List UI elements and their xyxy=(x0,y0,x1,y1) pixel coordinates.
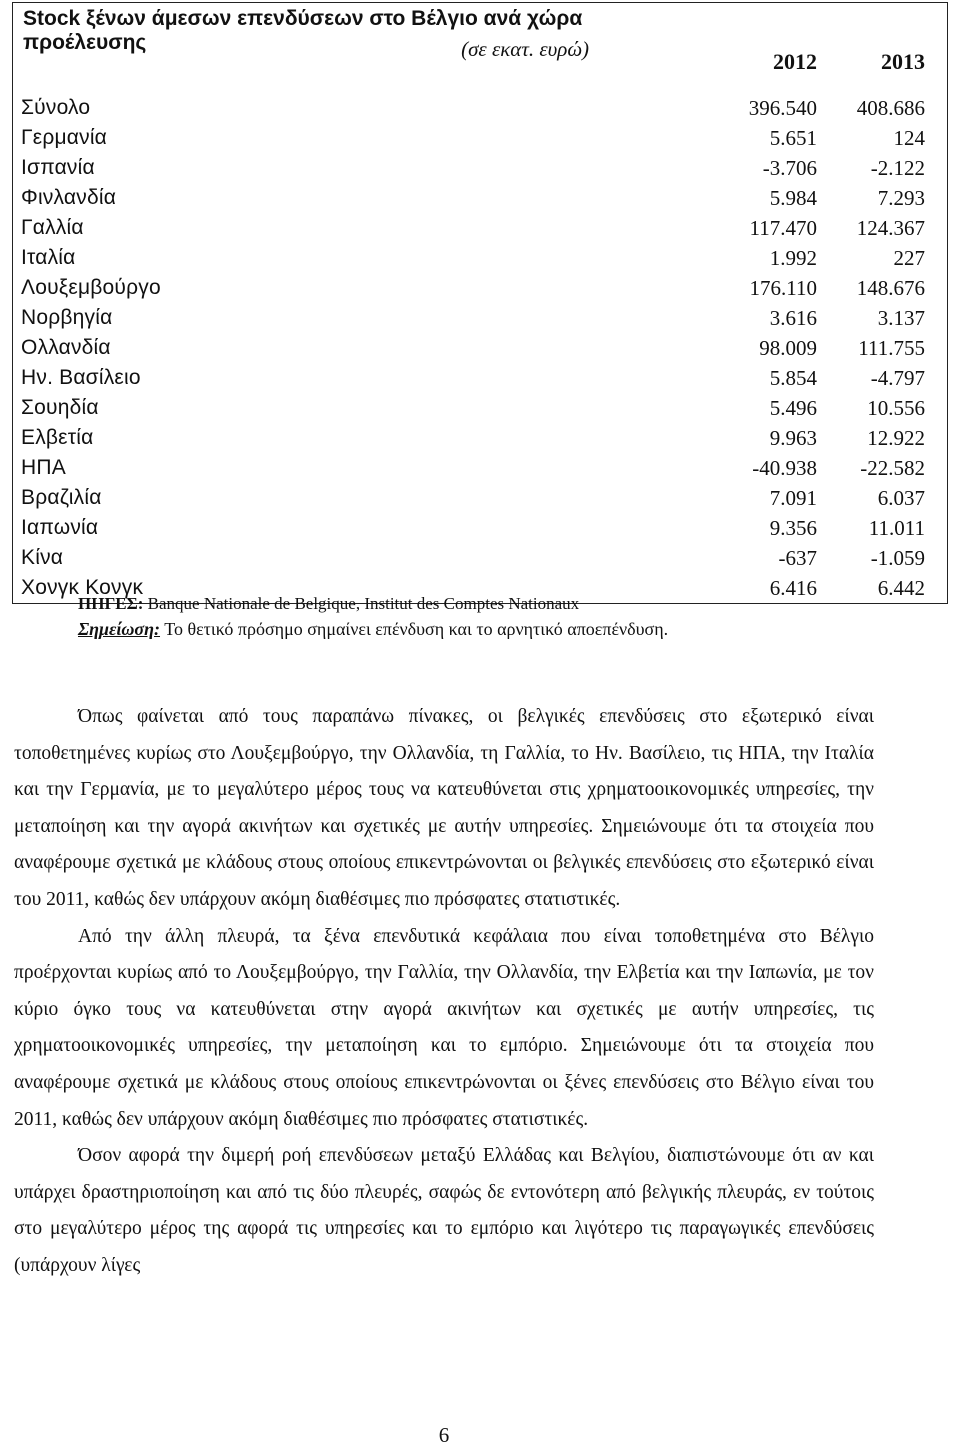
table-unit: (σε εκατ. ευρώ) xyxy=(461,37,589,61)
table-row xyxy=(13,453,947,483)
value-2013-cell: 408.686 xyxy=(856,95,925,120)
value-2012-cell: -3.706 xyxy=(762,155,817,180)
country-cell: Χονγκ Κονγκ xyxy=(21,576,144,599)
country-cell: Ιταλία xyxy=(21,246,76,269)
body-text xyxy=(14,699,874,1285)
value-2012-cell: 5.651 xyxy=(769,125,817,150)
sources-text: Banque Nationale de Belgique, Institut des Comptes Nationaux xyxy=(143,594,580,613)
year-header-2013: 2013 xyxy=(881,49,925,74)
value-2013-cell: 10.556 xyxy=(867,395,925,420)
country-cell: Ολλανδία xyxy=(21,336,111,359)
country-cell: Ελβετία xyxy=(21,426,94,449)
value-2013-cell: 3.137 xyxy=(877,305,925,330)
value-2013-cell: 148.676 xyxy=(856,275,925,300)
value-2012-cell: 176.110 xyxy=(749,275,817,300)
note-label: Σημείωση: xyxy=(78,619,161,639)
paragraph: Από την άλλη πλευρά, τα ξένα επενδυτικά κεφάλαια που είναι τοποθετημένα στο Βέλγιο προέρχονται κυρίως από το Λουξεμβούργο, την Γαλλία, την Ολλανδία, την Ελβετία και την Ιαπωνία, με τον κύριο όγκο τους να κατευθύνεται στην αγορά ακινήτων και σχετικές με αυτήν υπηρεσίες, τις χρηματοοικονομικές υπηρεσίες, την μεταποίηση και το εμπόριο. Σημειώνουμε ότι τα στοιχεία που αναφέρουμε σχετικά με κλάδους στους οποίους επικεντρώνονται οι ξένες επενδύσεις στο Βέλγιο είναι του 2011, καθώς δεν υπάρχουν ακόμη διαθέσιμες πιο πρόσφατες στατιστικές. xyxy=(14,925,874,1130)
table-row xyxy=(13,393,947,423)
table-footnotes xyxy=(78,592,948,642)
table-row xyxy=(13,303,947,333)
value-2013-cell: -4.797 xyxy=(870,365,925,390)
table-row xyxy=(13,273,947,303)
value-2012-cell: -40.938 xyxy=(752,455,817,480)
value-2012-cell: 5.496 xyxy=(769,395,817,420)
value-2012-cell: 6.416 xyxy=(769,575,817,600)
table-row xyxy=(13,153,947,183)
table-row xyxy=(13,513,947,543)
table-row xyxy=(13,93,947,123)
value-2012-cell: 1.992 xyxy=(769,245,817,270)
paragraph: Όσον αφορά την διμερή ροή επενδύσεων μεταξύ Ελλάδας και Βελγίου, διαπιστώνουμε ότι αν και υπάρχει δραστηριοποίηση και από τις δύο πλευρές, σαφώς δε εντονότερη από βελγικής πλευράς, εν τούτοις στο μεγαλύτερο μέρος της αφορά τις υπηρεσίες και το εμπόριο και λιγότερο τις παραγωγικές επενδύσεις (υπάρχουν λίγες xyxy=(14,1145,874,1276)
value-2013-cell: 111.755 xyxy=(858,335,925,360)
table-row xyxy=(13,333,947,363)
value-2012-cell: 7.091 xyxy=(769,485,817,510)
value-2012-cell: 98.009 xyxy=(759,335,817,360)
value-2013-cell: 124 xyxy=(893,125,925,150)
paragraph: Όπως φαίνεται από τους παραπάνω πίνακες, οι βελγικές επενδύσεις στο εξωτερικό είναι τοποθετημένες κυρίως στο Λουξεμβούργο, την Ολλανδία, τη Γαλλία, το Ην. Βασίλειο, τις ΗΠΑ, την Ιταλία και την Γερμανία, με το μεγαλύτερο μέρος τους να κατευθύνεται στις χρηματοοικονομικές υπηρεσίες, την μεταποίηση και την αγορά ακινήτων και σχετικές με αυτήν υπηρεσίες. Σημειώνουμε ότι τα στοιχεία που αναφέρουμε σχετικά με κλάδους στους οποίους επικεντρώνονται οι βελγικές επενδύσεις στο εξωτερικό είναι του 2011, καθώς δεν υπάρχουν ακόμη διαθέσιμες πιο πρόσφατες στατιστικές. xyxy=(14,706,874,910)
note-line xyxy=(78,616,948,642)
value-2012-cell: 117.470 xyxy=(749,215,817,240)
value-2012-cell: 396.540 xyxy=(748,95,817,120)
table-row xyxy=(13,363,947,393)
country-cell: Φινλανδία xyxy=(21,186,117,209)
sources-label: ΠΗΓΕΣ: xyxy=(78,594,144,613)
country-cell: Νορβηγία xyxy=(21,306,113,329)
value-2013-cell: -2.122 xyxy=(870,155,925,180)
table-row xyxy=(13,243,947,273)
country-cell: ΗΠΑ xyxy=(21,456,66,479)
table-header-row xyxy=(13,3,947,93)
country-cell: Σουηδία xyxy=(21,396,99,419)
sources-line xyxy=(78,592,948,616)
value-2012-cell: 3.616 xyxy=(769,305,817,330)
value-2012-cell: 9.963 xyxy=(769,425,817,450)
value-2013-cell: 6.037 xyxy=(877,485,925,510)
value-2013-cell: 7.293 xyxy=(877,185,925,210)
table-row xyxy=(13,423,947,453)
value-2013-cell: 6.442 xyxy=(877,575,925,600)
page-number: 6 xyxy=(438,1423,450,1447)
country-cell: Βραζιλία xyxy=(21,486,102,509)
table-row xyxy=(13,123,947,153)
country-cell: Ισπανία xyxy=(21,156,95,179)
country-cell: Γαλλία xyxy=(21,216,84,239)
country-cell: Ην. Βασίλειο xyxy=(21,366,141,389)
country-cell: Γερμανία xyxy=(21,126,108,149)
value-2013-cell: 227 xyxy=(893,245,925,270)
value-2012-cell: 5.984 xyxy=(769,185,817,210)
table-row xyxy=(13,483,947,513)
fdi-stock-table xyxy=(13,3,947,603)
table-title-cell xyxy=(13,3,697,93)
value-2013-cell: 11.011 xyxy=(868,515,925,540)
value-2013-cell: -22.582 xyxy=(860,455,925,480)
value-2013-cell: 12.922 xyxy=(867,425,925,450)
value-2012-cell: 5.854 xyxy=(769,365,817,390)
country-cell: Λουξεμβούργο xyxy=(21,276,161,299)
note-text: Το θετικό πρόσημο σημαίνει επένδυση και το αρνητικό αποεπένδυση. xyxy=(160,619,669,639)
table-row xyxy=(13,543,947,573)
country-cell: Ιαπωνία xyxy=(21,516,99,539)
value-2012-cell: -637 xyxy=(778,545,817,570)
country-cell: Κίνα xyxy=(21,546,64,569)
value-2013-cell: -1.059 xyxy=(870,545,925,570)
table-row xyxy=(13,213,947,243)
value-2013-cell: 124.367 xyxy=(856,215,925,240)
table-row xyxy=(13,183,947,213)
year-header-2012: 2012 xyxy=(773,49,817,74)
table-title: Stock ξένων άμεσων επενδύσεων στο Βέλγιο ανά χώρα προέλευσης xyxy=(23,7,583,54)
country-cell: Σύνολο xyxy=(21,96,91,119)
fdi-table-box xyxy=(12,2,948,604)
value-2012-cell: 9.356 xyxy=(769,515,817,540)
